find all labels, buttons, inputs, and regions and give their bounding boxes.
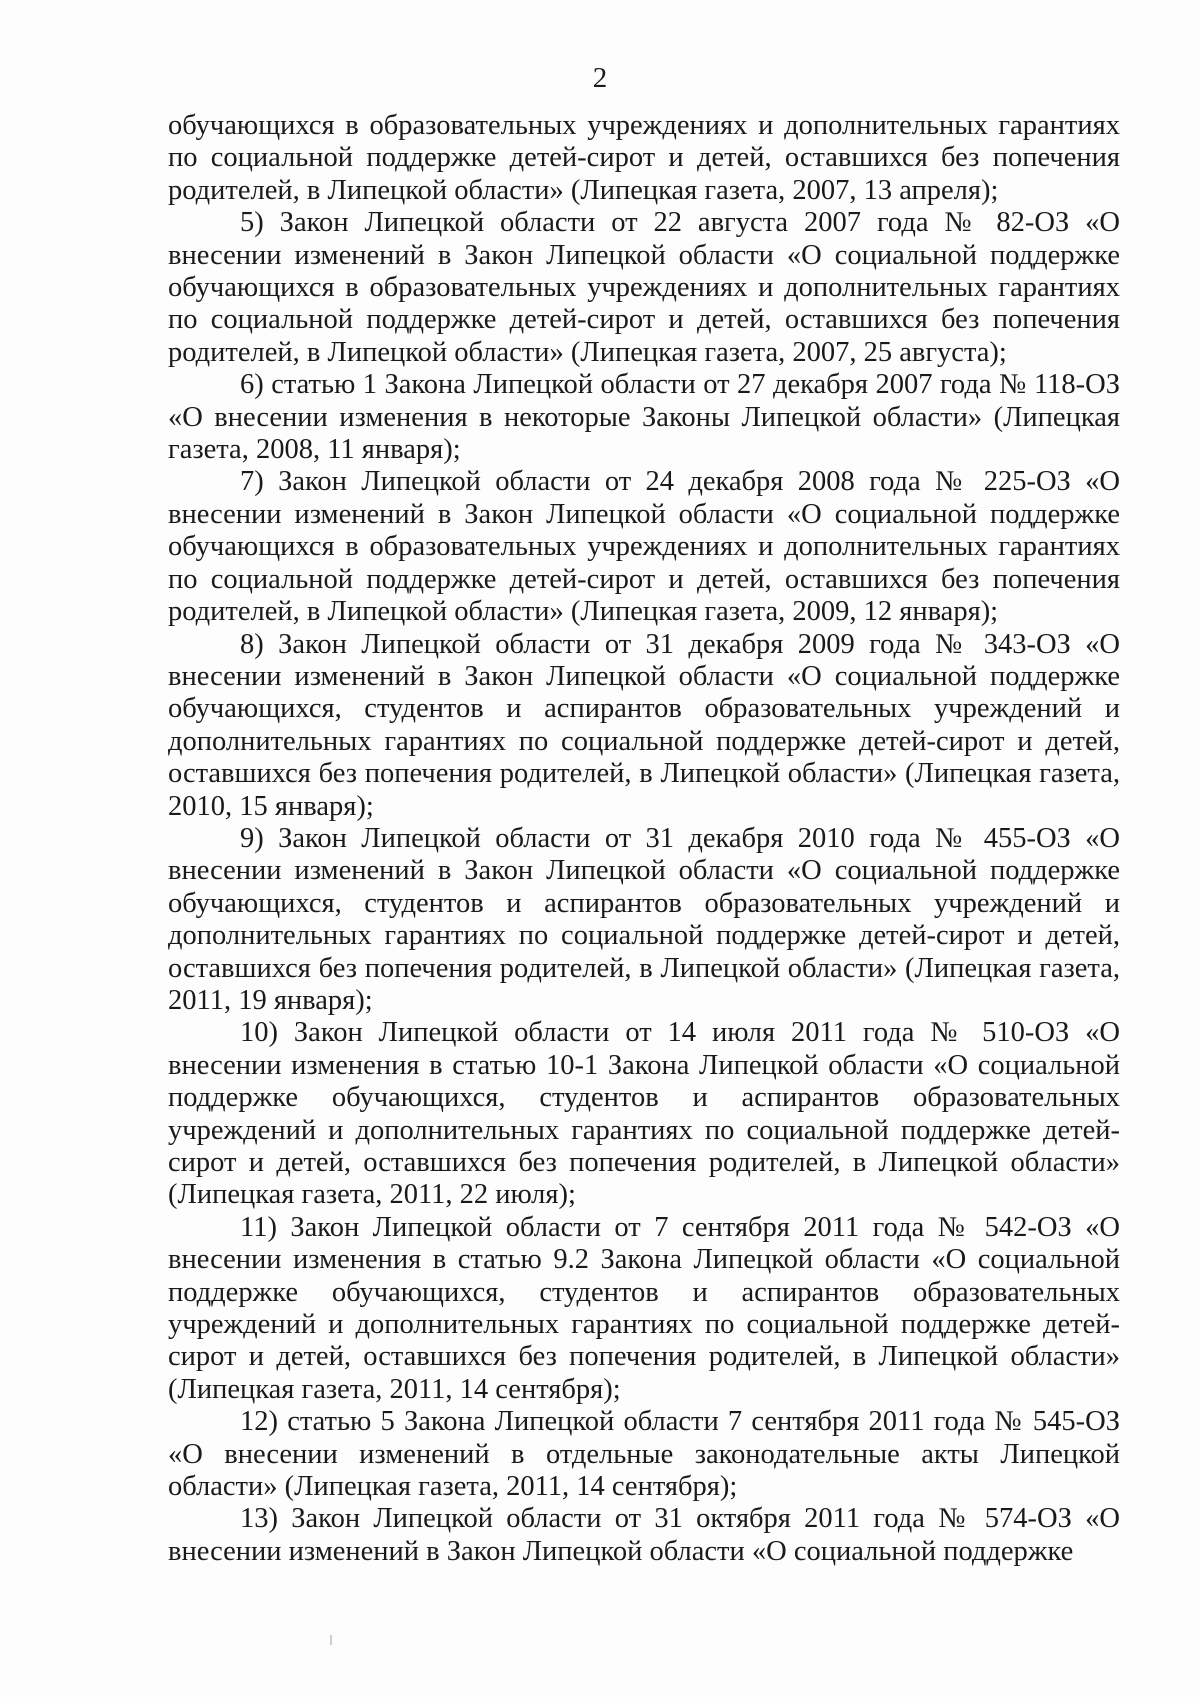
paragraph-item-6: 6) статью 1 Закона Липецкой области от 27 декабря 2007 года № 118-ОЗ «О внесении изменения в некоторые Законы Липецкой области» (Липецкая газета, 2008, 11 января); <box>168 369 1120 466</box>
paragraph-item-5: 5) Закон Липецкой области от 22 августа 2007 года № 82-ОЗ «О внесении изменений в Закон Липецкой области «О социальной поддержке обучающихся в образовательных учреждениях и дополнительных гарантиях по социальной поддержке детей-сирот и детей, оставшихся без попечения родителей, в Липецкой области» (Липецкая газета, 2007, 25 августа); <box>168 207 1120 368</box>
paragraph-item-11: 11) Закон Липецкой области от 7 сентября 2011 года № 542-ОЗ «О внесении изменения в статью 9.2 Закона Липецкой области «О социальной поддержке обучающихся, студентов и аспирантов образовательных учреждений и дополнительных гарантиях по социальной поддержке детей-сирот и детей, оставшихся без попечения родителей, в Липецкой области» (Липецкая газета, 2011, 14 сентября); <box>168 1211 1120 1405</box>
paragraph-item-8: 8) Закон Липецкой области от 31 декабря 2009 года № 343-ОЗ «О внесении изменений в Закон Липецкой области «О социальной поддержке обучающихся, студентов и аспирантов образовательных учреждений и дополнительных гарантиях по социальной поддержке детей-сирот и детей, оставшихся без попечения родителей, в Липецкой области» (Липецкая газета, 2010, 15 января); <box>168 628 1120 822</box>
page-number: 2 <box>592 62 608 94</box>
paragraph-item-12: 12) статью 5 Закона Липецкой области 7 сентября 2011 года № 545-ОЗ «О внесении изменений в отдельные законодательные акты Липецкой области» (Липецкая газета, 2011, 14 сентября); <box>168 1406 1120 1503</box>
document-body <box>168 110 1120 1568</box>
paragraph-continuation: обучающихся в образовательных учреждениях и дополнительных гарантиях по социальной поддержке детей-сирот и детей, оставшихся без попечения родителей, в Липецкой области» (Липецкая газета, 2007, 13 апреля); <box>168 110 1120 206</box>
paragraph-item-9: 9) Закон Липецкой области от 31 декабря 2010 года № 455-ОЗ «О внесении изменений в Закон Липецкой области «О социальной поддержке обучающихся, студентов и аспирантов образовательных учреждений и дополнительных гарантиях по социальной поддержке детей-сирот и детей, оставшихся без попечения родителей, в Липецкой области» (Липецкая газета, 2011, 19 января); <box>168 822 1120 1016</box>
paragraph-item-10: 10) Закон Липецкой области от 14 июля 2011 года № 510-ОЗ «О внесении изменения в статью 10-1 Закона Липецкой области «О социальной поддержке обучающихся, студентов и аспирантов образовательных учреждений и дополнительных гарантиях по социальной поддержке детей-сирот и детей, оставшихся без попечения родителей, в Липецкой области» (Липецкая газета, 2011, 22 июля); <box>168 1017 1120 1211</box>
paragraph-item-7: 7) Закон Липецкой области от 24 декабря 2008 года № 225-ОЗ «О внесении изменений в Закон Липецкой области «О социальной поддержке обучающихся в образовательных учреждениях и дополнительных гарантиях по социальной поддержке детей-сирот и детей, оставшихся без попечения родителей, в Липецкой области» (Липецкая газета, 2009, 12 января); <box>168 466 1120 628</box>
scan-artifact <box>330 1635 332 1645</box>
paragraph-item-13: 13) Закон Липецкой области от 31 октября 2011 года № 574-ОЗ «О внесении изменений в Закон Липецкой области «О социальной поддержке <box>168 1503 1120 1567</box>
